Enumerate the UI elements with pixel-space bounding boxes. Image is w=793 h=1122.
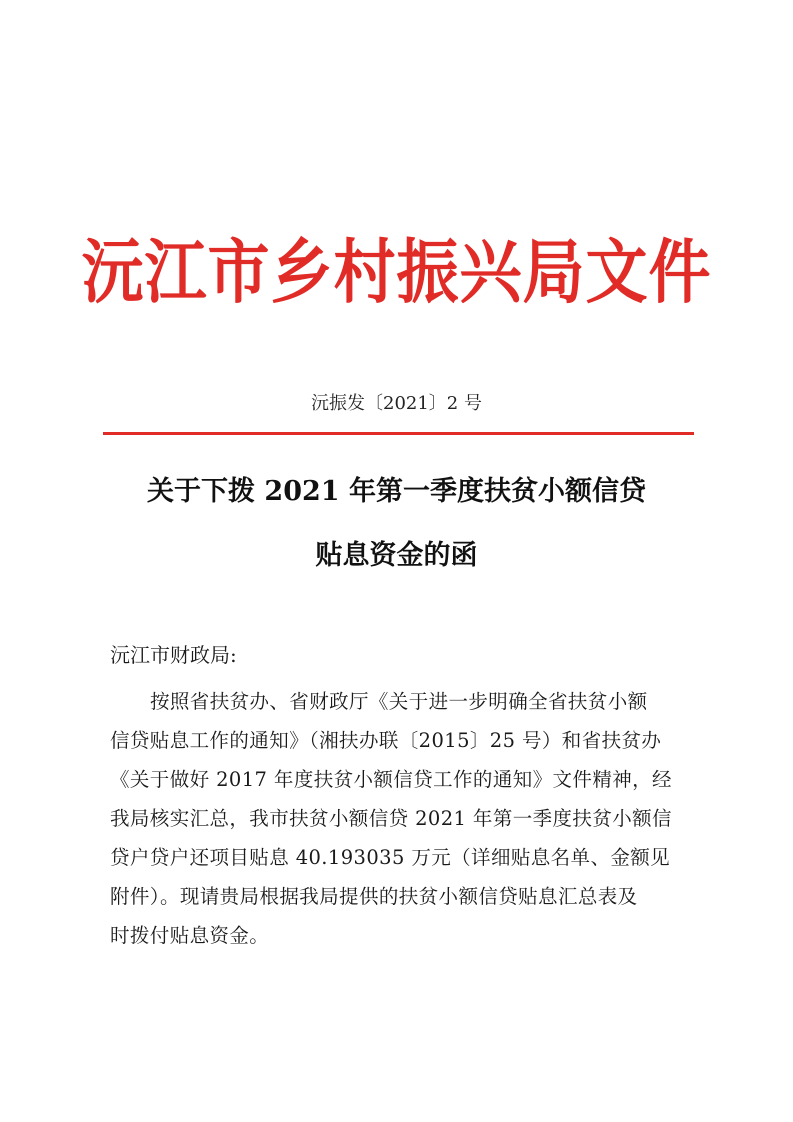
issuing-authority-title: 沅江市乡村振兴局文件: [81, 230, 712, 313]
subject-title-line-2: 贴息资金的函: [315, 540, 478, 571]
salutation: 沅江市财政局:: [110, 643, 237, 667]
body-line: 贷户贷户还项目贴息 40.193035 万元（详细贴息名单、金额见: [110, 846, 671, 869]
subject-title-line-1: 关于下拨 2021 年第一季度扶贫小额信贷: [147, 476, 646, 507]
body-line: 时拨付贴息资金。: [110, 924, 270, 947]
red-divider-line: [103, 432, 694, 435]
body-paragraph: [110, 682, 695, 955]
body-line: 我局核实汇总，我市扶贫小额信贷 2021 年第一季度扶贫小额信: [110, 807, 672, 830]
document-number: 沅振发〔2021〕2 号: [311, 393, 482, 414]
body-line: 附件）。现请贵局根据我局提供的扶贫小额信贷贴息汇总表及: [110, 885, 638, 908]
body-line: 信贷贴息工作的通知》（湘扶办联〔2015〕25 号）和省扶贫办: [110, 729, 662, 752]
body-line: 按照省扶贫办、省财政厅《关于进一步明确全省扶贫小额: [150, 690, 648, 713]
body-line: 《关于做好 2017 年度扶贫小额信贷工作的通知》文件精神，经: [110, 768, 672, 791]
